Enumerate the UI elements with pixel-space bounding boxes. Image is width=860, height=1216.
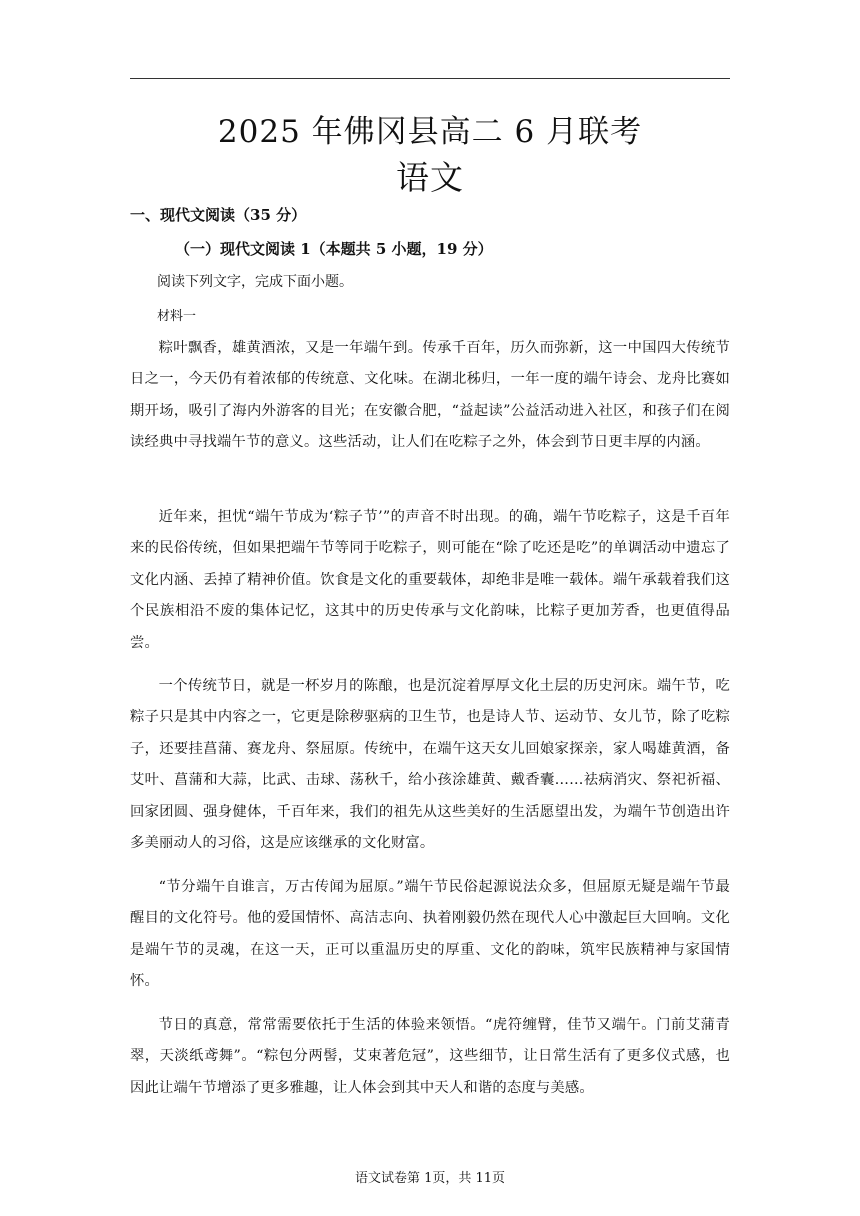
paragraph-4: “节分端午自谁言，万古传闻为屈原。”端午节民俗起源说法众多，但屈原无疑是端午节最醒目的文化符号。他的爱国情怀、高洁志向、执着刚毅仍然在现代人心中激起巨大回响。文化是端午节的灵魂，在这一天，正可以重温历史的厚重、文化的韵味，筑牢民族精神与家国情怀。: [130, 879, 730, 990]
subject-title: 语文: [396, 158, 464, 197]
material-label: 材料一: [157, 309, 197, 324]
paragraph-3: 一个传统节日，就是一杯岁月的陈酿，也是沉淀着厚厚文化土层的历史河床。端午节，吃粽子只是其中内容之一，它更是除秽驱病的卫生节，也是诗人节、运动节、女儿节，除了吃粽子，还要挂菖蒲、赛龙舟、祭屈原。传统中，在端午这天女儿回娘家探亲，家人喝雄黄酒，备艾叶、菖蒲和大蒜，比武、击球、荡秋千，给小孩涂雄黄、戴香囊……祛病消灾、祭祀祈福、回家团圆、强身健体，千百年来，我们的祖先从这些美好的生活愿望出发，为端午节创造出许多美丽动人的习俗，这是应该继承的文化财富。: [130, 678, 730, 852]
exam-title: 2025 年佛冈县高二 6 月联考: [217, 114, 643, 150]
instruction-text: 阅读下列文字，完成下面小题。: [157, 274, 353, 290]
section-heading: 一、现代文阅读（35 分）: [130, 206, 307, 224]
paragraph-5: 节日的真意，常常需要依托于生活的体验来领悟。“虎符缠臂，佳节又端午。门前艾蒲青翠，天淡纸鸢舞”。“粽包分两髻，艾束著危冠”，这些细节，让日常生活有了更多仪式感，也因此让端午节增添了更多雅趣，让人体会到其中天人和谐的态度与美感。: [130, 1017, 730, 1096]
subsection-heading: （一）现代文阅读 1（本题共 5 小题，19 分）: [175, 240, 493, 258]
paragraph-1: 粽叶飘香，雄黄酒浓，又是一年端午到。传承千百年，历久而弥新，这一中国四大传统节日之一，今天仍有着浓郁的传统意、文化味。在湖北秭归，一年一度的端午诗会、龙舟比赛如期开场，吸引了海内外游客的目光；在安徽合肥，“益起读”公益活动进入社区，和孩子们在阅读经典中寻找端午节的意义。这些活动，让人们在吃粽子之外，体会到节日更丰厚的内涵。: [130, 340, 730, 451]
paragraph-2: 近年来，担忧“端午节成为‘粽子节’”的声音不时出现。的确，端午节吃粽子，这是千百年来的民俗传统，但如果把端午节等同于吃粽子，则可能在“除了吃还是吃”的单调活动中遗忘了文化内涵、丢掉了精神价值。饮食是文化的重要载体，却绝非是唯一载体。端午承载着我们这个民族相沿不废的集体记忆，这其中的历史传承与文化韵味，比粽子更加芳香，也更值得品尝。: [130, 509, 730, 651]
page-footer: 语文试卷第 1页，共 11页: [354, 1171, 506, 1186]
header-rule: [130, 78, 730, 79]
